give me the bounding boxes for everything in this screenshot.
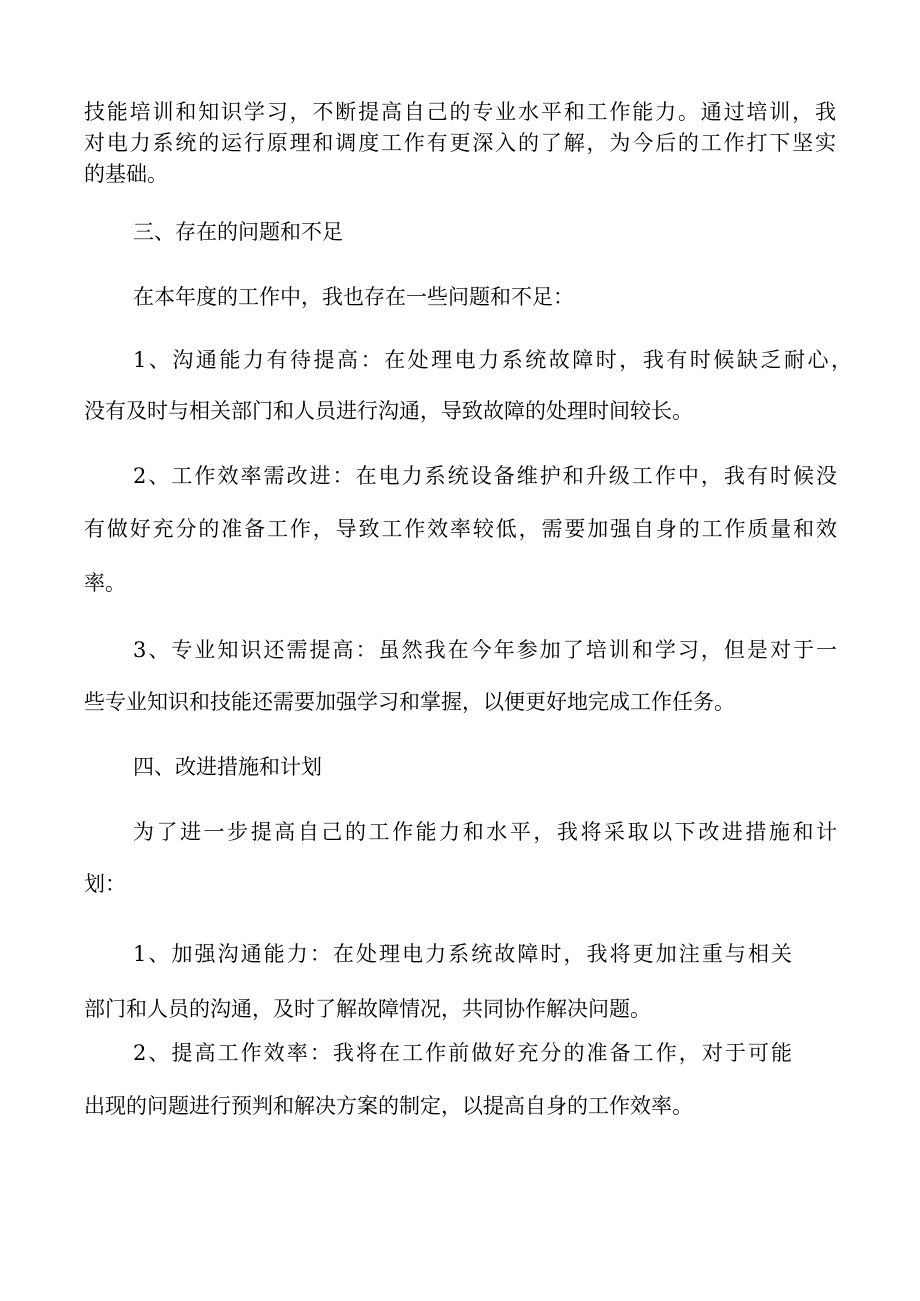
- list-item-line: 部门和人员的沟通，及时了解故障情况，共同协作解决问题。: [84, 997, 651, 1021]
- paragraph-line: 技能培训和知识学习，不断提高自己的专业水平和工作能力。通过培训，我: [84, 100, 836, 124]
- paragraph-line: 划：: [84, 872, 126, 896]
- list-item-line: 2、工作效率需改进：在电力系统设备维护和升级工作中，我有时候没: [133, 464, 837, 488]
- list-item-line: 1、加强沟通能力：在处理电力系统故障时，我将更加注重与相关: [133, 942, 792, 966]
- list-item-line: 有做好充分的准备工作，导致工作效率较低，需要加强自身的工作质量和效: [84, 517, 837, 541]
- list-item-line: 1、沟通能力有待提高：在处理电力系统故障时，我有时候缺乏耐心，: [133, 348, 852, 372]
- paragraph-line: 在本年度的工作中，我也存在一些问题和不足：: [133, 285, 574, 309]
- section-heading: 四、改进措施和计划: [133, 755, 322, 779]
- list-item-line: 2、提高工作效率：我将在工作前做好充分的准备工作，对于可能: [133, 1041, 792, 1065]
- list-item-line: 些专业知识和技能还需要加强学习和掌握，以便更好地完成工作任务。: [84, 690, 735, 714]
- paragraph-line: 为了进一步提高自己的工作能力和水平，我将采取以下改进措施和计: [133, 820, 837, 844]
- paragraph-line: 对电力系统的运行原理和调度工作有更深入的了解，为今后的工作打下坚实: [84, 131, 836, 155]
- list-item-line: 率。: [84, 571, 126, 595]
- list-item-line: 3、专业知识还需提高：虽然我在今年参加了培训和学习，但是对于一: [133, 638, 837, 662]
- list-item-line: 没有及时与相关部门和人员进行沟通，导致故障的处理时间较长。: [84, 399, 693, 423]
- paragraph-line: 的基础。: [84, 162, 168, 186]
- list-item-line: 出现的问题进行预判和解决方案的制定，以提高自身的工作效率。: [84, 1094, 693, 1118]
- section-heading: 三、存在的问题和不足: [133, 220, 343, 244]
